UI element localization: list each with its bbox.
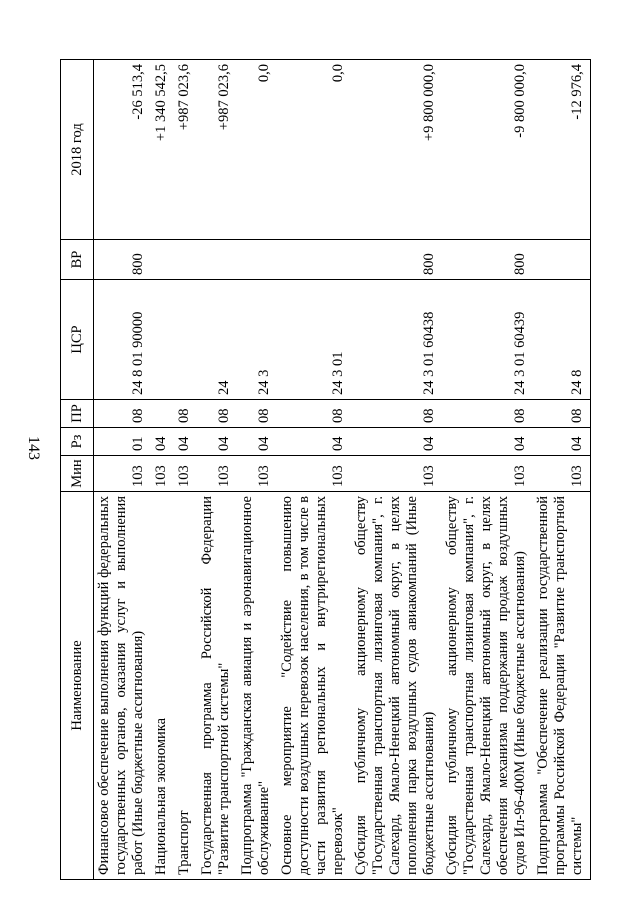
row-amount: +987 023,6 bbox=[197, 60, 237, 240]
row-csr: 24 3 01 60439 bbox=[442, 280, 533, 400]
header-min: Мин bbox=[61, 456, 94, 492]
row-vr bbox=[151, 240, 174, 280]
row-amount: -9 800 000,0 bbox=[442, 60, 533, 240]
table-header-row bbox=[61, 60, 94, 880]
row-csr: 24 8 01 90000 bbox=[94, 280, 152, 400]
row-rz: 04 bbox=[151, 428, 174, 456]
row-pr: 08 bbox=[174, 400, 197, 428]
row-amount: -12 976,4 bbox=[533, 60, 591, 240]
row-min: 103 bbox=[277, 456, 351, 492]
header-csr: ЦСР bbox=[61, 280, 94, 400]
row-csr: 24 3 01 60438 bbox=[351, 280, 442, 400]
table-row bbox=[533, 60, 591, 880]
row-vr bbox=[533, 240, 591, 280]
table-row bbox=[442, 60, 533, 880]
row-amount: +9 800 000,0 bbox=[351, 60, 442, 240]
row-csr bbox=[174, 280, 197, 400]
row-rz: 04 bbox=[442, 428, 533, 456]
header-year: 2018 год bbox=[61, 60, 94, 240]
row-min: 103 bbox=[174, 456, 197, 492]
row-name: Субсидия публичному акционерному обществу "Государственная транспортная лизинговая компания", г. Салехард, Ямало-Ненецкий автономный округ, в целях обеспечения механизма поддержания продаж воздушных судов Ил-96-400М (Иные бюджетные ассигнования) bbox=[442, 492, 533, 880]
row-rz: 04 bbox=[174, 428, 197, 456]
row-name: Подпрограмма "Гражданская авиация и аэронавигационное обслуживание" bbox=[237, 492, 277, 880]
row-rz: 01 bbox=[94, 428, 152, 456]
row-amount: +1 340 542,5 bbox=[151, 60, 174, 240]
rotated-table-container bbox=[60, 60, 620, 880]
table-row bbox=[277, 60, 351, 880]
table-body bbox=[94, 60, 591, 880]
row-pr: 08 bbox=[94, 400, 152, 428]
row-name: Государственная программа Российской Федерации "Развитие транспортной системы" bbox=[197, 492, 237, 880]
row-csr: 24 8 bbox=[533, 280, 591, 400]
row-min: 103 bbox=[94, 456, 152, 492]
header-vr: ВР bbox=[61, 240, 94, 280]
row-pr bbox=[151, 400, 174, 428]
row-amount: -26 513,4 bbox=[94, 60, 152, 240]
header-rz: Рз bbox=[61, 428, 94, 456]
table-row bbox=[174, 60, 197, 880]
row-csr: 24 bbox=[197, 280, 237, 400]
row-rz: 04 bbox=[237, 428, 277, 456]
row-vr: 800 bbox=[94, 240, 152, 280]
row-min: 103 bbox=[197, 456, 237, 492]
row-name: Основное мероприятие "Содействие повышению доступности воздушных перевозок населения, в том числе в части развития региональных и внутрирегиональных перевозок" bbox=[277, 492, 351, 880]
row-rz: 04 bbox=[277, 428, 351, 456]
row-name: Финансовое обеспечение выполнения функций федеральных государственных органов, оказания услуг и выполнения работ (Иные бюджетные ассигнования) bbox=[94, 492, 152, 880]
row-vr: 800 bbox=[351, 240, 442, 280]
row-rz: 04 bbox=[197, 428, 237, 456]
row-pr: 08 bbox=[351, 400, 442, 428]
row-name: Подпрограмма "Обеспечение реализации государственной программы Российской Федерации "Развитие транспортной системы" bbox=[533, 492, 591, 880]
row-amount: +987 023,6 bbox=[174, 60, 197, 240]
row-pr: 08 bbox=[442, 400, 533, 428]
row-pr: 08 bbox=[237, 400, 277, 428]
row-vr: 800 bbox=[442, 240, 533, 280]
row-min: 103 bbox=[442, 456, 533, 492]
row-amount: 0,0 bbox=[237, 60, 277, 240]
row-rz: 04 bbox=[351, 428, 442, 456]
row-csr: 24 3 bbox=[237, 280, 277, 400]
row-amount: 0,0 bbox=[277, 60, 351, 240]
row-name: Национальная экономика bbox=[151, 492, 174, 880]
row-pr: 08 bbox=[197, 400, 237, 428]
row-name: Субсидия публичному акционерному обществу "Государственная транспортная лизинговая компания", г. Салехард, Ямало-Ненецкий автономный округ, в целях пополнения парка воздушных судов авиакомпаний (Иные бюджетные ассигнования) bbox=[351, 492, 442, 880]
row-csr: 24 3 01 bbox=[277, 280, 351, 400]
row-vr bbox=[197, 240, 237, 280]
row-vr bbox=[174, 240, 197, 280]
row-pr: 08 bbox=[277, 400, 351, 428]
row-name: Транспорт bbox=[174, 492, 197, 880]
row-rz: 04 bbox=[533, 428, 591, 456]
table-row bbox=[94, 60, 152, 880]
table-row bbox=[151, 60, 174, 880]
row-min: 103 bbox=[151, 456, 174, 492]
table-row bbox=[197, 60, 237, 880]
row-min: 103 bbox=[533, 456, 591, 492]
page-number: 143 bbox=[25, 436, 42, 460]
row-min: 103 bbox=[351, 456, 442, 492]
row-vr bbox=[237, 240, 277, 280]
header-name: Наименование bbox=[61, 492, 94, 880]
row-min: 103 bbox=[237, 456, 277, 492]
row-csr bbox=[151, 280, 174, 400]
budget-table bbox=[60, 59, 591, 880]
header-pr: ПР bbox=[61, 400, 94, 428]
row-pr: 08 bbox=[533, 400, 591, 428]
table-row bbox=[351, 60, 442, 880]
table-row bbox=[237, 60, 277, 880]
row-vr bbox=[277, 240, 351, 280]
